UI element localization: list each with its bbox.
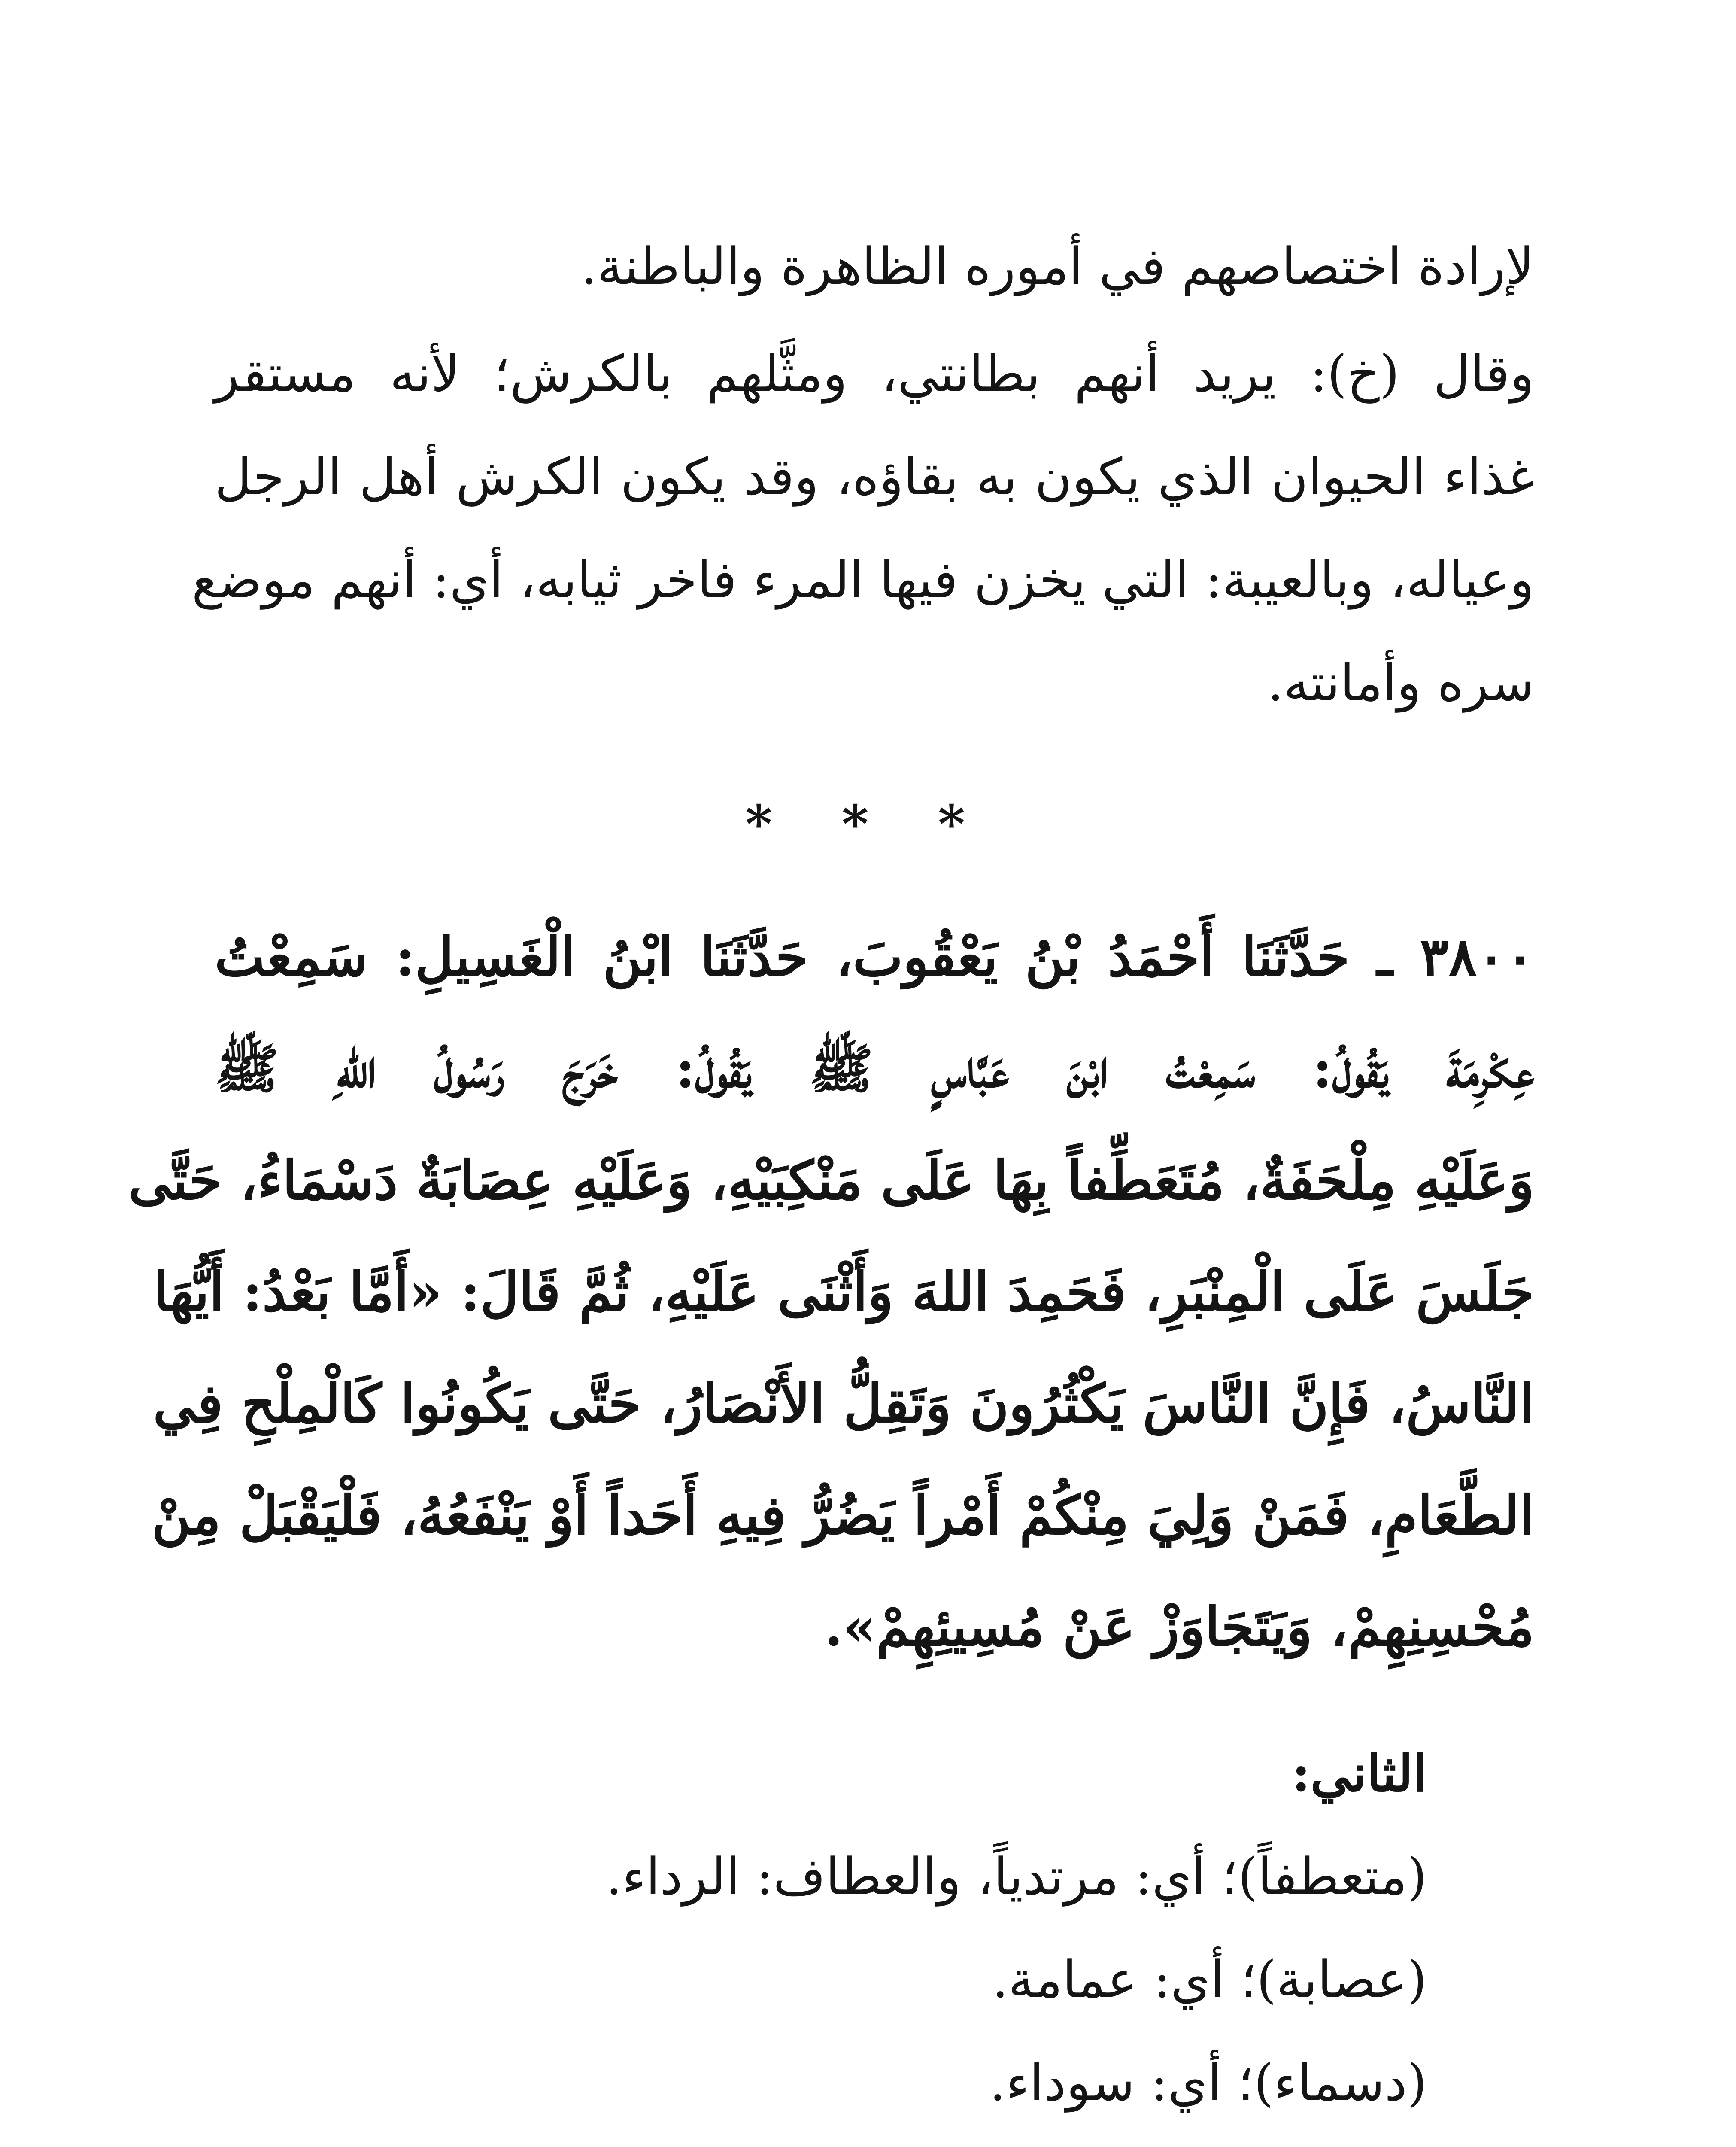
commentary-line: وعياله، وبالعيبة: التي يخزن فيها المرء فاخر ثيابه، أي: أنهم موضع (191, 550, 1534, 609)
hadith-line: وَعَلَيْهِ مِلْحَفَةٌ، مُتَعَطِّفاً بِهَا عَلَى مَنْكِبَيْهِ، وَعَلَيْهِ عِصَابَةٌ دَسْمَاءُ، حَتَّى (128, 1150, 1534, 1212)
gloss-line: (دسماء)؛ أي: سوداء. (989, 2053, 1427, 2112)
commentary-line: وقال (خ): يريد أنهم بطانتي، ومثَّلهم بالكرش؛ لأنه مستقر (215, 344, 1534, 403)
section-separator: * * * (745, 794, 991, 855)
section-heading: الثاني: (1291, 1743, 1427, 1803)
hadith-line: عِكْرِمَةَ يَقُولُ: سَمِعْتُ ابْنَ عَبَّاسٍ ﷺ يَقُولُ: خَرَجَ رَسُولُ اللهِ ﷺ (215, 1038, 1534, 1100)
commentary-line: غذاء الحيوان الذي يكون به بقاؤه، وقد يكون الكرش أهل الرجل (215, 447, 1534, 506)
hadith-line: جَلَسَ عَلَى الْمِنْبَرِ، فَحَمِدَ اللهَ وَأَثْنَى عَلَيْهِ، ثُمَّ قَالَ: «أَمَّا بَعْدُ: أَيُّهَا (154, 1261, 1534, 1323)
commentary-line: لإرادة اختصاصهم في أموره الظاهرة والباطنة. (581, 237, 1534, 296)
hadith-line: ٣٨٠٠ ـ حَدَّثَنَا أَحْمَدُ بْنُ يَعْقُوبَ، حَدَّثَنَا ابْنُ الْغَسِيلِ: سَمِعْتُ (215, 926, 1534, 988)
hadith-line: النَّاسُ، فَإِنَّ النَّاسَ يَكْثُرُونَ وَتَقِلُّ الأَنْصَارُ، حَتَّى يَكُونُوا كَالْمِلْحِ فِي (153, 1373, 1534, 1435)
hadith-line: الطَّعَامِ، فَمَنْ وَلِيَ مِنْكُمْ أَمْراً يَضُرُّ فِيهِ أَحَداً أَوْ يَنْفَعُهُ، فَلْيَقْبَلْ مِنْ (152, 1484, 1534, 1547)
commentary-line: سره وأمانته. (1267, 653, 1534, 712)
gloss-line: (عصابة)؛ أي: عمامة. (992, 1950, 1427, 2009)
hadith-line: مُحْسِنِهِمْ، وَيَتَجَاوَزْ عَنْ مُسِيئِهِمْ». (824, 1596, 1534, 1658)
gloss-line: (متعطفاً)؛ أي: مرتدياً، والعطاف: الرداء. (606, 1847, 1427, 1906)
